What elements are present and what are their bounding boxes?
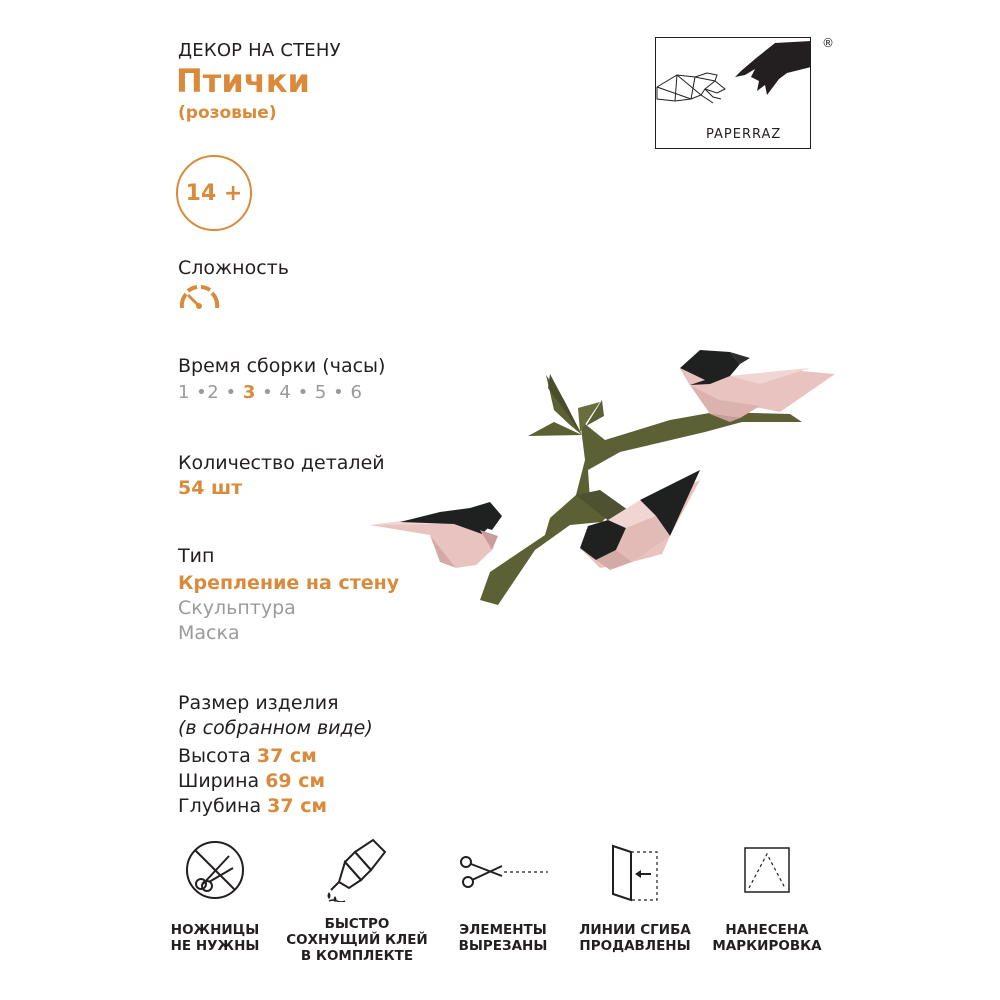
parts-count-value: 54 шт: [178, 477, 243, 499]
time-option: 1: [178, 382, 190, 403]
speedometer-gauge-icon: [178, 284, 222, 312]
product-title: Птички: [176, 62, 310, 100]
registered-mark: ®: [822, 36, 834, 50]
time-option: 5: [314, 382, 327, 403]
type-option: Скульптура: [178, 597, 296, 619]
width-row: [178, 770, 325, 792]
size-sublabel: (в собранном виде): [178, 717, 373, 739]
feature-cut: [428, 838, 578, 954]
complexity-label: Сложность: [178, 257, 289, 279]
time-option: 2: [207, 382, 220, 403]
feature-caption: НОЖНИЦЫ НЕ НУЖНЫ: [170, 922, 260, 954]
bird-top-right: [680, 350, 835, 422]
type-label: Тип: [178, 545, 215, 567]
brand-name: PAPERRAZ: [706, 127, 782, 142]
height-value: 37 см: [256, 745, 317, 767]
scissors-cut-icon: [458, 838, 548, 902]
fold-lines-icon: [603, 838, 667, 902]
size-label: Размер изделия: [178, 692, 339, 714]
product-variant: (розовые): [178, 103, 277, 123]
assembly-time-scale: 1 •2 • 3 • 4 • 5 • 6: [178, 382, 363, 403]
feature-marking: [692, 838, 842, 954]
feature-caption: БЫСТРО СОХНУЩИЙ КЛЕЙ В КОМПЛЕКТЕ: [286, 916, 428, 964]
feature-fold-lines: [560, 838, 710, 954]
feature-caption: ЛИНИИ СГИБА ПРОДАВЛЕНЫ: [579, 922, 691, 954]
glue-bottle-icon: [325, 838, 389, 902]
width-label: Ширина: [178, 770, 260, 792]
depth-label: Глубина: [178, 795, 262, 817]
age-badge: [176, 155, 252, 231]
time-option: 4: [279, 382, 292, 403]
depth-row: [178, 795, 327, 817]
age-label: 14 +: [185, 180, 243, 206]
marking-icon: [735, 838, 799, 902]
product-category: ДЕКОР НА СТЕНУ: [178, 40, 341, 61]
brand-logo: [655, 37, 811, 149]
time-option: 6: [350, 382, 363, 403]
birds-on-branch-illustration: [370, 340, 840, 605]
feature-no-scissors: [140, 838, 290, 954]
feature-glue: [282, 838, 432, 964]
height-label: Высота: [178, 745, 251, 767]
feature-caption: ЭЛЕМЕНТЫ ВЫРЕЗАНЫ: [458, 922, 548, 954]
assembly-time-label: Время сборки (часы): [178, 355, 386, 377]
height-row: [178, 745, 317, 767]
parts-count-label: Количество деталей: [178, 452, 385, 474]
no-scissors-icon: [183, 838, 247, 902]
time-option-selected: 3: [242, 382, 256, 403]
depth-value: 37 см: [267, 795, 328, 817]
type-option: Маска: [178, 622, 240, 644]
type-option-selected: Крепление на стену: [178, 572, 400, 594]
width-value: 69 см: [265, 770, 326, 792]
feature-caption: НАНЕСЕНА МАРКИРОВКА: [712, 922, 822, 954]
bird-left: [370, 502, 502, 568]
